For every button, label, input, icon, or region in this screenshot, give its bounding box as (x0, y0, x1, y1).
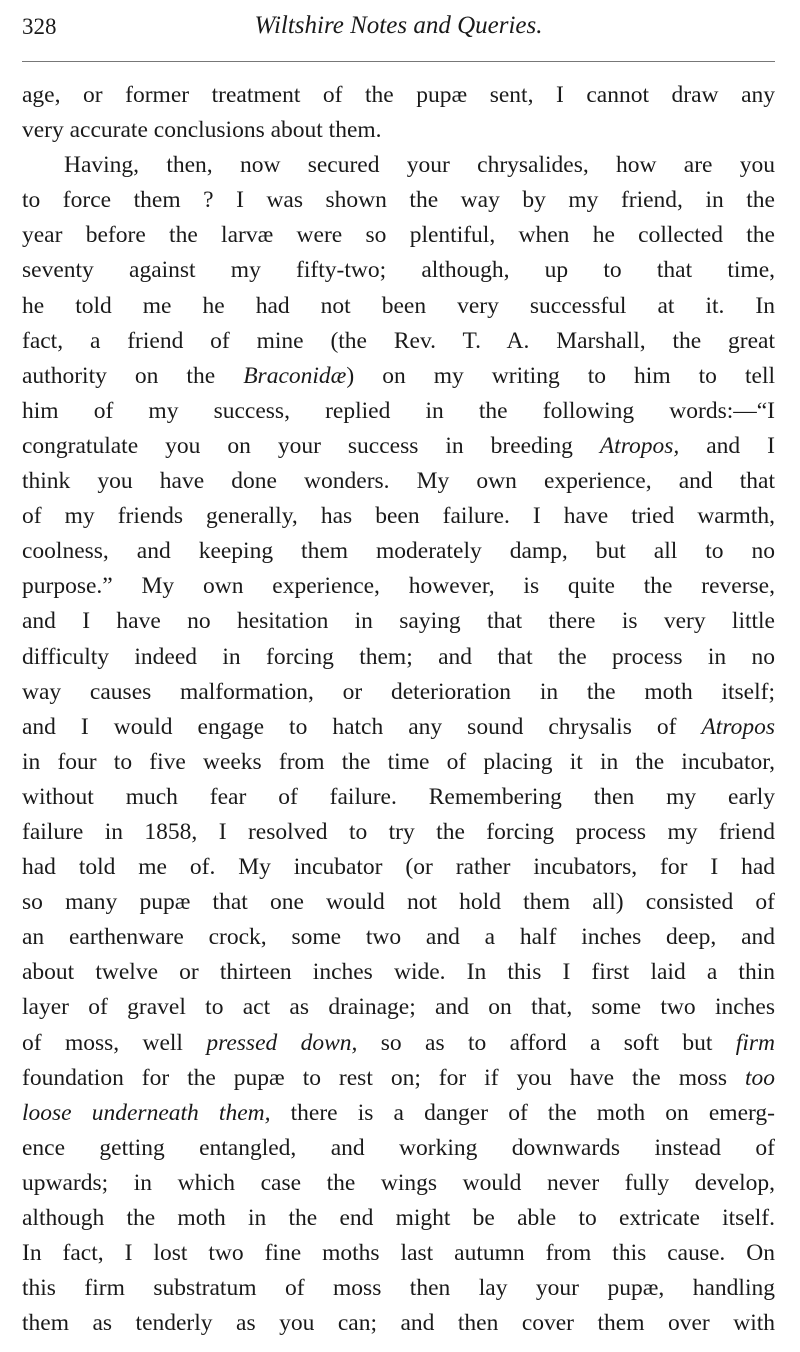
text-segment: and I (679, 432, 775, 459)
text-line (22, 815, 775, 850)
text-line (22, 604, 775, 639)
text-segment: seventy against my fifty-two; although, up to that time, (22, 257, 775, 284)
text-segment: authority on the (22, 362, 244, 389)
text-segment: fact, a friend of mine (the Rev. T. A. Marshall, the great (22, 327, 775, 354)
text-segment: ence getting entangled, and working downwards instead of (22, 1134, 775, 1161)
text-segment: way causes malformation, or deterioration in the moth itself; (22, 678, 775, 705)
text-line (22, 1061, 775, 1096)
text-line (22, 429, 775, 464)
text-segment: purpose.” My own experience, however, is quite the reverse, (22, 573, 775, 600)
text-segment: to force them ? I was shown the way by my friend, in the (22, 187, 775, 214)
text-segment: without much fear of failure. Remembering then my early (22, 783, 775, 810)
text-segment: this firm substratum of moss then lay your pupæ, handling (22, 1275, 775, 1302)
text-segment: them as tenderly as you can; and then cover them over with (22, 1310, 775, 1337)
text-segment: so as to afford a soft but (357, 1029, 736, 1056)
text-line (22, 1306, 775, 1341)
text-line (22, 289, 775, 324)
text-line (22, 1026, 775, 1061)
text-segment: and I would engage to hatch any sound chrysalis of (22, 713, 702, 740)
text-line (22, 850, 775, 885)
text-segment: Having, then, now secured your chrysalides, how are you (64, 152, 775, 179)
text-segment: foundation for the pupæ to rest on; for if you have the moss (22, 1064, 745, 1091)
text-line (22, 499, 775, 534)
text-line (22, 1236, 775, 1271)
text-segment: think you have done wonders. My own experience, and that (22, 468, 775, 495)
italic-text: Braconidæ (243, 362, 347, 389)
text-line (22, 710, 775, 745)
text-line (22, 955, 775, 990)
text-segment: age, or former treatment of the pupæ sent, I cannot draw any (22, 82, 775, 108)
text-segment: upwards; in which case the wings would never fully develop, (22, 1169, 775, 1196)
text-segment: congratulate you on your success in breeding (22, 432, 600, 459)
text-line (22, 359, 775, 394)
text-segment: layer of gravel to act as drainage; and on that, some two inches (22, 994, 775, 1021)
text-segment: in four to five weeks from the time of placing it in the incubator, (22, 748, 775, 775)
text-line (22, 745, 775, 780)
text-line (22, 780, 775, 815)
text-segment: year before the larvæ were so plentiful, when he collected the (22, 222, 775, 249)
text-segment: of moss, well (22, 1029, 207, 1056)
text-segment: coolness, and keeping them moderately damp, but all to no (22, 538, 775, 565)
text-segment: and I have no hesitation in saying that there is very little (22, 608, 775, 635)
text-line (22, 534, 775, 569)
text-line (22, 218, 775, 253)
italic-text: too (744, 1064, 775, 1091)
text-line (22, 1166, 775, 1201)
text-line (22, 78, 775, 113)
text-segment: had told me of. My incubator (or rather incubators, for I had (22, 854, 775, 881)
italic-text: pressed down, (206, 1029, 358, 1056)
text-segment: so many pupæ that one would not hold them all) consisted of (22, 889, 775, 916)
text-line (22, 324, 775, 359)
body-text (22, 78, 775, 1341)
running-title: Wiltshire Notes and Queries. (254, 12, 543, 39)
italic-text: Atropos (701, 713, 775, 740)
text-line (22, 569, 775, 604)
text-line (22, 675, 775, 710)
header-rule (22, 61, 775, 62)
text-line (22, 148, 775, 183)
text-segment: very accurate conclusions about them. (22, 117, 382, 144)
running-header (22, 10, 775, 46)
text-line (22, 1096, 775, 1131)
text-segment: of my friends generally, has been failure. I have tried warmth, (22, 503, 775, 530)
text-segment: he told me he had not been very successful at it. In (22, 292, 775, 319)
text-line (22, 1201, 775, 1236)
text-segment: ) on my writing to him to tell (346, 362, 775, 389)
text-line (22, 183, 775, 218)
text-line (22, 1271, 775, 1306)
text-line (22, 1131, 775, 1166)
text-line (22, 464, 775, 499)
text-line (22, 113, 775, 148)
text-segment: him of my success, replied in the following words:—“I (22, 397, 775, 424)
italic-text: firm (735, 1029, 775, 1056)
text-line (22, 253, 775, 288)
text-segment: about twelve or thirteen inches wide. In this I first laid a thin (22, 959, 775, 986)
text-segment: although the moth in the end might be able to extricate itself. (22, 1205, 775, 1231)
italic-text: Atropos, (599, 432, 680, 459)
text-line (22, 885, 775, 920)
page-number: 328 (22, 14, 57, 39)
text-segment: difficulty indeed in forcing them; and that the process in no (22, 643, 775, 670)
text-segment: failure in 1858, I resolved to try the forcing process my friend (22, 818, 775, 845)
text-line (22, 990, 775, 1025)
text-line (22, 640, 775, 675)
text-segment: In fact, I lost two fine moths last autumn from this cause. On (22, 1240, 775, 1267)
text-segment: there is a danger of the moth on emerg- (270, 1099, 775, 1126)
italic-text: loose underneath them, (22, 1099, 271, 1126)
text-segment: an earthenware crock, some two and a half inches deep, and (22, 924, 775, 951)
text-line (22, 920, 775, 955)
text-line (22, 394, 775, 429)
